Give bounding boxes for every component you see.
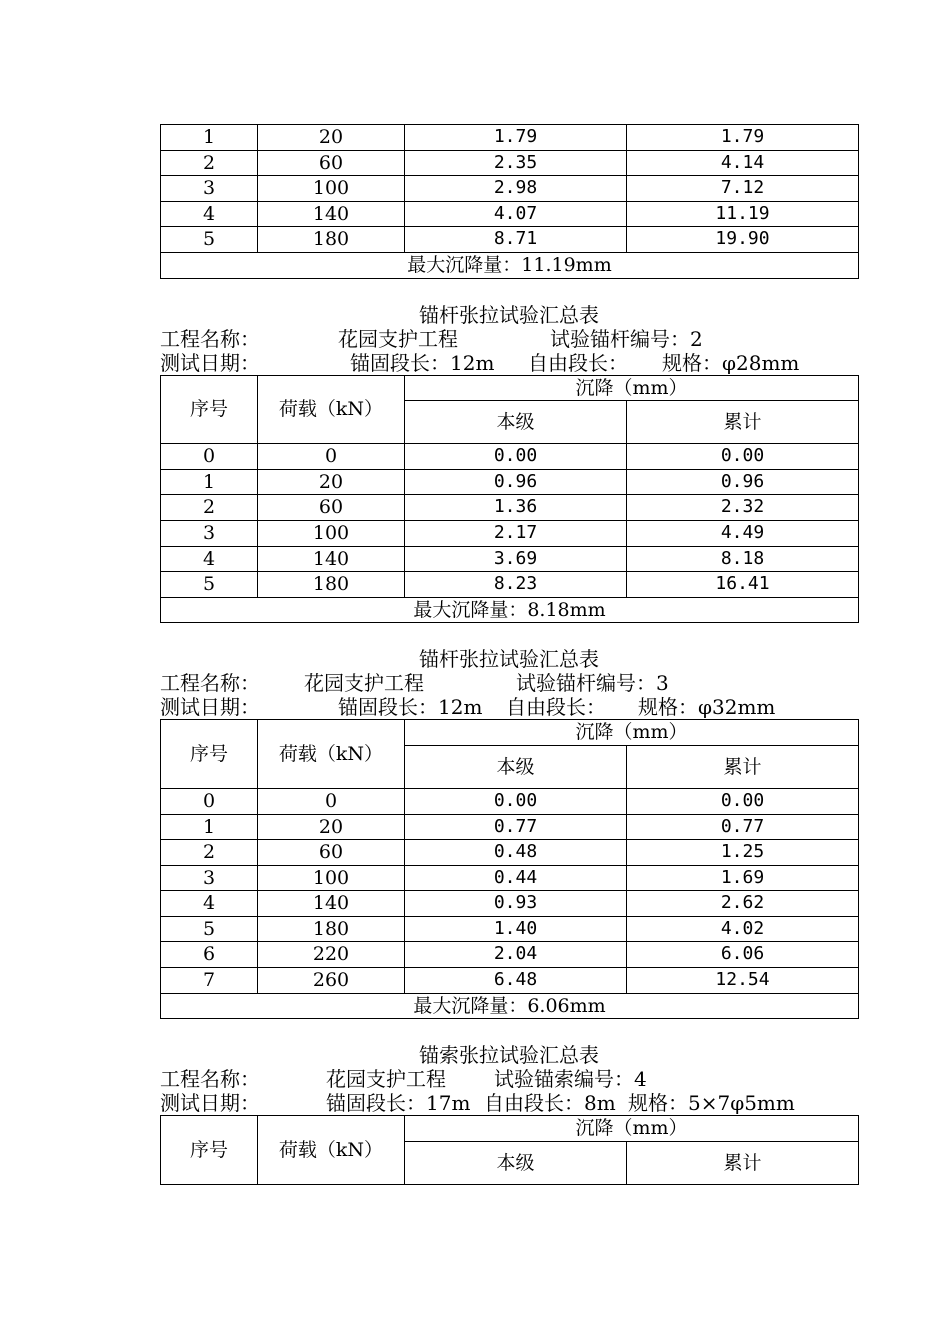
row-total-cell: 7.12 bbox=[627, 176, 859, 202]
row-total-cell: 2.62 bbox=[627, 891, 859, 917]
row-level-cell: 2.98 bbox=[405, 176, 627, 202]
table-row bbox=[161, 814, 859, 840]
row-total-cell: 16.41 bbox=[627, 572, 859, 598]
section3-project-value: 花园支护工程 bbox=[304, 671, 424, 696]
section2-header-seq: 序号 bbox=[161, 375, 258, 444]
section2-date-label: 测试日期： bbox=[160, 350, 260, 375]
section3-header-total: 累计 bbox=[627, 745, 859, 788]
section3-header-load: 荷载（kN） bbox=[258, 720, 405, 789]
table-row bbox=[161, 176, 859, 202]
section3-header-settle: 沉降（mm） bbox=[405, 720, 859, 746]
section2-table-body bbox=[161, 444, 859, 598]
row-seq-cell: 2 bbox=[161, 495, 258, 521]
section3-title: 锚杆张拉试验汇总表 bbox=[419, 647, 599, 672]
table-row bbox=[161, 546, 859, 572]
section2-header-load: 荷载（kN） bbox=[258, 375, 405, 444]
table-row bbox=[161, 469, 859, 495]
row-total-cell: 1.69 bbox=[627, 865, 859, 891]
section3-info-line1 bbox=[160, 671, 858, 695]
row-seq-cell: 2 bbox=[161, 150, 258, 176]
section3-header-seq: 序号 bbox=[161, 720, 258, 789]
row-seq-cell: 0 bbox=[161, 788, 258, 814]
row-load-cell: 140 bbox=[258, 201, 405, 227]
table-row bbox=[161, 891, 859, 917]
row-seq-cell: 0 bbox=[161, 444, 258, 470]
section2-free-length: 自由段长： bbox=[528, 350, 628, 375]
top-table-footer-row bbox=[161, 252, 859, 278]
section2-table bbox=[160, 375, 859, 624]
row-seq-cell: 3 bbox=[161, 865, 258, 891]
row-seq-cell: 5 bbox=[161, 572, 258, 598]
row-level-cell: 0.00 bbox=[405, 444, 627, 470]
row-total-cell: 4.02 bbox=[627, 916, 859, 942]
section2-anchor-no: 试验锚杆编号：2 bbox=[550, 326, 703, 351]
row-level-cell: 1.40 bbox=[405, 916, 627, 942]
top-results-table bbox=[160, 124, 859, 279]
section2-spec: 规格：φ28mm bbox=[662, 350, 800, 375]
row-seq-cell: 3 bbox=[161, 176, 258, 202]
top-table-footer: 最大沉降量：11.19mm bbox=[161, 252, 859, 278]
section3-anchor-no: 试验锚杆编号：3 bbox=[516, 671, 669, 696]
row-seq-cell: 4 bbox=[161, 891, 258, 917]
section3-info-line2 bbox=[160, 695, 858, 719]
row-seq-cell: 4 bbox=[161, 201, 258, 227]
row-load-cell: 20 bbox=[258, 469, 405, 495]
row-seq-cell: 7 bbox=[161, 968, 258, 994]
section2-project-label: 工程名称： bbox=[160, 326, 260, 351]
section4-header-load: 荷载（kN） bbox=[258, 1116, 405, 1185]
row-load-cell: 60 bbox=[258, 840, 405, 866]
table-row bbox=[161, 916, 859, 942]
section2-anchor-length: 锚固段长：12m bbox=[350, 350, 495, 375]
row-load-cell: 220 bbox=[258, 942, 405, 968]
document-page bbox=[160, 124, 858, 1185]
section4-title: 锚索张拉试验汇总表 bbox=[419, 1043, 599, 1068]
row-load-cell: 0 bbox=[258, 788, 405, 814]
section4-project-value: 花园支护工程 bbox=[326, 1067, 446, 1092]
row-level-cell: 4.07 bbox=[405, 201, 627, 227]
row-total-cell: 0.00 bbox=[627, 444, 859, 470]
section2-info-line2 bbox=[160, 351, 858, 375]
row-load-cell: 260 bbox=[258, 968, 405, 994]
row-load-cell: 140 bbox=[258, 891, 405, 917]
section4-anchor-no: 试验锚索编号：4 bbox=[494, 1067, 647, 1092]
row-load-cell: 100 bbox=[258, 176, 405, 202]
row-level-cell: 0.93 bbox=[405, 891, 627, 917]
row-total-cell: 12.54 bbox=[627, 968, 859, 994]
section2-info-line1 bbox=[160, 327, 858, 351]
row-total-cell: 4.14 bbox=[627, 150, 859, 176]
section2-footer: 最大沉降量：8.18mm bbox=[161, 597, 859, 623]
section2-title: 锚杆张拉试验汇总表 bbox=[419, 302, 599, 327]
row-seq-cell: 1 bbox=[161, 469, 258, 495]
row-level-cell: 0.44 bbox=[405, 865, 627, 891]
row-total-cell: 1.79 bbox=[627, 125, 859, 151]
section4-spec: 规格：5×7φ5mm bbox=[628, 1091, 795, 1116]
row-load-cell: 140 bbox=[258, 546, 405, 572]
row-load-cell: 0 bbox=[258, 444, 405, 470]
table-row bbox=[161, 201, 859, 227]
row-level-cell: 0.48 bbox=[405, 840, 627, 866]
row-level-cell: 1.79 bbox=[405, 125, 627, 151]
row-load-cell: 20 bbox=[258, 814, 405, 840]
table-row bbox=[161, 520, 859, 546]
row-load-cell: 180 bbox=[258, 227, 405, 253]
section3-table bbox=[160, 719, 859, 1019]
section4-project-label: 工程名称： bbox=[160, 1067, 260, 1092]
section3-footer: 最大沉降量：6.06mm bbox=[161, 993, 859, 1019]
table-row bbox=[161, 495, 859, 521]
row-level-cell: 6.48 bbox=[405, 968, 627, 994]
section3-table-body bbox=[161, 788, 859, 993]
section2-project-value: 花园支护工程 bbox=[338, 326, 458, 351]
row-level-cell: 1.36 bbox=[405, 495, 627, 521]
row-level-cell: 0.00 bbox=[405, 788, 627, 814]
row-total-cell: 1.25 bbox=[627, 840, 859, 866]
row-load-cell: 180 bbox=[258, 916, 405, 942]
section4-anchor-length: 锚固段长：17m bbox=[326, 1091, 471, 1116]
row-seq-cell: 5 bbox=[161, 916, 258, 942]
row-load-cell: 60 bbox=[258, 495, 405, 521]
row-level-cell: 2.17 bbox=[405, 520, 627, 546]
row-total-cell: 2.32 bbox=[627, 495, 859, 521]
row-seq-cell: 6 bbox=[161, 942, 258, 968]
table-row bbox=[161, 572, 859, 598]
section2-header-total: 累计 bbox=[627, 401, 859, 444]
section4-header-total: 累计 bbox=[627, 1141, 859, 1184]
row-load-cell: 100 bbox=[258, 865, 405, 891]
row-level-cell: 0.77 bbox=[405, 814, 627, 840]
row-total-cell: 0.00 bbox=[627, 788, 859, 814]
row-level-cell: 3.69 bbox=[405, 546, 627, 572]
row-seq-cell: 4 bbox=[161, 546, 258, 572]
row-total-cell: 19.90 bbox=[627, 227, 859, 253]
row-load-cell: 100 bbox=[258, 520, 405, 546]
table-row bbox=[161, 444, 859, 470]
row-load-cell: 20 bbox=[258, 125, 405, 151]
section4-date-label: 测试日期： bbox=[160, 1091, 260, 1116]
table-row bbox=[161, 968, 859, 994]
section4-info-line1 bbox=[160, 1067, 858, 1091]
row-seq-cell: 1 bbox=[161, 814, 258, 840]
row-total-cell: 11.19 bbox=[627, 201, 859, 227]
row-total-cell: 8.18 bbox=[627, 546, 859, 572]
table-row bbox=[161, 125, 859, 151]
section4-header-seq: 序号 bbox=[161, 1116, 258, 1185]
section2-header-level: 本级 bbox=[405, 401, 627, 444]
section3-date-label: 测试日期： bbox=[160, 695, 260, 720]
table-row bbox=[161, 840, 859, 866]
row-load-cell: 180 bbox=[258, 572, 405, 598]
section3-spec: 规格：φ32mm bbox=[638, 695, 776, 720]
section4-info-line2 bbox=[160, 1091, 858, 1115]
table-row bbox=[161, 150, 859, 176]
row-total-cell: 6.06 bbox=[627, 942, 859, 968]
section2-header-settle: 沉降（mm） bbox=[405, 375, 859, 401]
row-total-cell: 0.77 bbox=[627, 814, 859, 840]
section4-table bbox=[160, 1115, 859, 1185]
section4-free-length: 自由段长：8m bbox=[484, 1091, 616, 1116]
row-level-cell: 8.71 bbox=[405, 227, 627, 253]
row-seq-cell: 5 bbox=[161, 227, 258, 253]
table-row bbox=[161, 227, 859, 253]
row-level-cell: 2.04 bbox=[405, 942, 627, 968]
row-level-cell: 8.23 bbox=[405, 572, 627, 598]
row-total-cell: 0.96 bbox=[627, 469, 859, 495]
section3-free-length: 自由段长： bbox=[506, 695, 606, 720]
table-row bbox=[161, 865, 859, 891]
section3-project-label: 工程名称： bbox=[160, 671, 260, 696]
row-seq-cell: 2 bbox=[161, 840, 258, 866]
table-row bbox=[161, 788, 859, 814]
table-row bbox=[161, 942, 859, 968]
section3-anchor-length: 锚固段长：12m bbox=[338, 695, 483, 720]
section4-header-level: 本级 bbox=[405, 1141, 627, 1184]
row-level-cell: 0.96 bbox=[405, 469, 627, 495]
row-seq-cell: 3 bbox=[161, 520, 258, 546]
section4-header-settle: 沉降（mm） bbox=[405, 1116, 859, 1142]
row-load-cell: 60 bbox=[258, 150, 405, 176]
row-level-cell: 2.35 bbox=[405, 150, 627, 176]
row-total-cell: 4.49 bbox=[627, 520, 859, 546]
section3-header-level: 本级 bbox=[405, 745, 627, 788]
top-table-body bbox=[161, 125, 859, 253]
row-seq-cell: 1 bbox=[161, 125, 258, 151]
